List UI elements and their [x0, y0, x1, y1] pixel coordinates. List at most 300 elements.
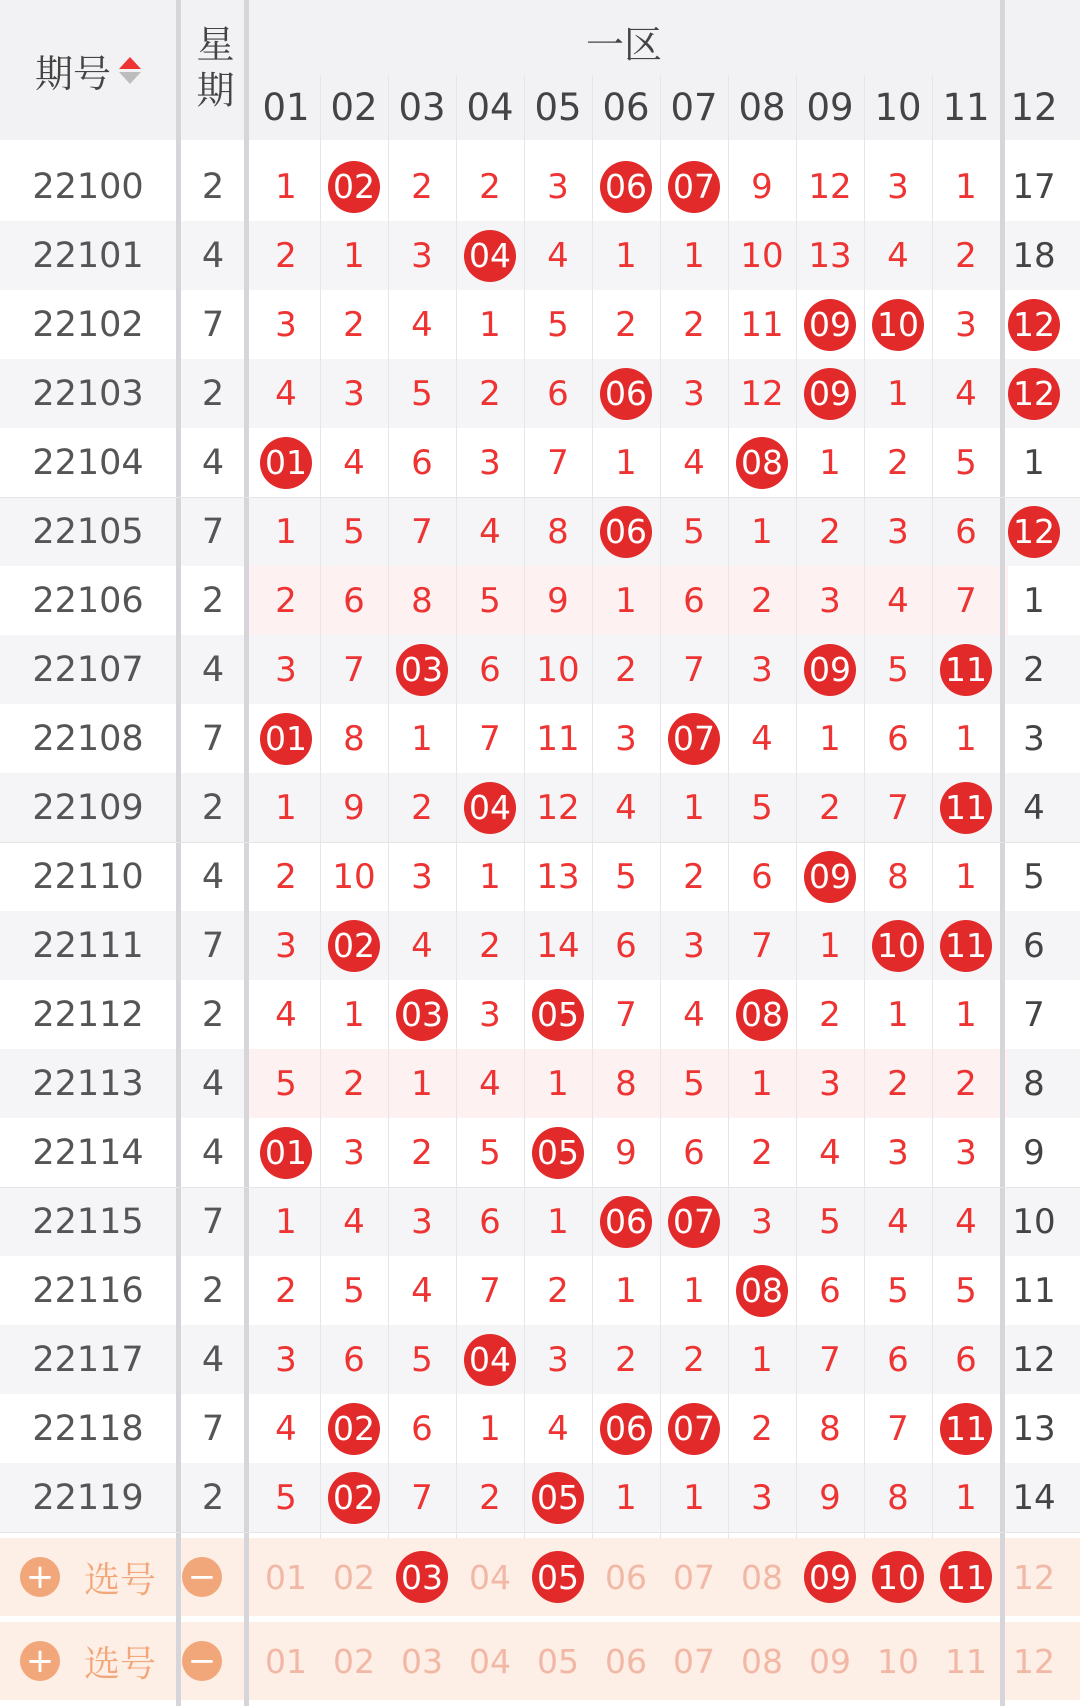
- miss-value: 4: [683, 442, 705, 483]
- miss-value: 2: [343, 1063, 365, 1104]
- miss-count: [252, 1256, 320, 1325]
- period-number: 22108: [32, 718, 144, 759]
- miss-count: [1000, 704, 1068, 773]
- period-column-header[interactable]: [0, 0, 176, 140]
- miss-count: [524, 635, 592, 704]
- miss-count: [932, 152, 1000, 221]
- miss-count: [728, 359, 796, 428]
- miss-value: 14: [536, 925, 580, 966]
- miss-value: 1: [275, 511, 297, 552]
- pickable-number[interactable]: [252, 1622, 320, 1700]
- picked-number[interactable]: [524, 1538, 592, 1616]
- miss-count: [660, 911, 728, 980]
- ball-value: 01: [260, 713, 312, 765]
- picked-number[interactable]: [932, 1538, 1000, 1616]
- pick-number-value: 09: [804, 1551, 856, 1603]
- miss-count: [524, 911, 592, 980]
- miss-count: [932, 1118, 1000, 1187]
- miss-value: 13: [1012, 1408, 1056, 1449]
- miss-count: [456, 290, 524, 359]
- miss-count: [524, 152, 592, 221]
- miss-count: [864, 1049, 932, 1118]
- miss-value: 3: [819, 580, 841, 621]
- drawn-number-ball: [660, 704, 728, 773]
- miss-value: 12: [740, 373, 784, 414]
- miss-value: 3: [479, 442, 501, 483]
- weekday-value: 7: [201, 1201, 225, 1242]
- miss-count: [864, 704, 932, 773]
- miss-value: 2: [819, 994, 841, 1035]
- miss-count: [1000, 773, 1068, 842]
- weekday-value: 2: [201, 166, 225, 207]
- drawn-number-ball: [252, 1118, 320, 1187]
- miss-value: 9: [751, 166, 773, 207]
- miss-count: [388, 1325, 456, 1394]
- miss-value: 1: [615, 1477, 637, 1518]
- weekday-value: 2: [201, 1270, 225, 1311]
- miss-value: 11: [536, 718, 580, 759]
- drawn-number-ball: [1000, 359, 1068, 428]
- miss-value: 6: [683, 580, 705, 621]
- miss-count: [796, 497, 864, 566]
- pick-number-value: 05: [532, 1551, 584, 1603]
- miss-value: 2: [479, 1477, 501, 1518]
- ball-value: 09: [804, 851, 856, 903]
- miss-count: [592, 290, 660, 359]
- drawn-number-ball: [660, 152, 728, 221]
- miss-value: 4: [547, 235, 569, 276]
- weekday-value: 4: [201, 1063, 225, 1104]
- ball-value: 11: [940, 1403, 992, 1455]
- miss-count: [456, 1187, 524, 1256]
- miss-count: [320, 980, 388, 1049]
- pickable-number[interactable]: [796, 1622, 864, 1700]
- pick-label: 选号: [84, 1559, 157, 1601]
- weekday-value: 2: [201, 373, 225, 414]
- miss-value: 1: [343, 235, 365, 276]
- miss-value: 6: [343, 1339, 365, 1380]
- miss-count: [728, 152, 796, 221]
- pick-number-value: 08: [741, 1557, 783, 1597]
- miss-value: 8: [819, 1408, 841, 1449]
- period-number: 22110: [32, 856, 144, 897]
- miss-value: 3: [343, 373, 365, 414]
- pickable-number[interactable]: [456, 1538, 524, 1616]
- drawn-number-ball: [728, 980, 796, 1049]
- miss-count: [796, 1049, 864, 1118]
- miss-count: [796, 1325, 864, 1394]
- ball-value: 12: [1008, 299, 1060, 351]
- drawn-number-ball: [320, 911, 388, 980]
- miss-value: 7: [547, 442, 569, 483]
- add-row-icon[interactable]: +: [20, 1557, 60, 1597]
- miss-value: 6: [1023, 925, 1045, 966]
- table-row: [0, 911, 1080, 980]
- miss-value: 10: [740, 235, 784, 276]
- miss-value: 4: [955, 1201, 977, 1242]
- miss-value: 6: [615, 925, 637, 966]
- picked-number[interactable]: [388, 1538, 456, 1616]
- remove-row-icon[interactable]: −: [182, 1641, 222, 1681]
- sort-icon[interactable]: [119, 57, 141, 84]
- pickable-number[interactable]: [864, 1622, 932, 1700]
- miss-count: [388, 290, 456, 359]
- cell-divider: [592, 76, 593, 1538]
- miss-value: 4: [479, 1063, 501, 1104]
- miss-value: 1: [479, 856, 501, 897]
- miss-value: 3: [751, 1201, 773, 1242]
- miss-count: [456, 566, 524, 635]
- miss-value: 5: [275, 1477, 297, 1518]
- cell-divider: [524, 76, 525, 1538]
- miss-count: [728, 566, 796, 635]
- miss-value: 3: [547, 1339, 569, 1380]
- pick-number-value: 04: [469, 1641, 511, 1681]
- miss-value: 6: [343, 580, 365, 621]
- miss-value: 1: [275, 787, 297, 828]
- miss-value: 4: [343, 442, 365, 483]
- miss-count: [864, 842, 932, 911]
- table-row: [0, 1325, 1080, 1394]
- miss-value: 6: [955, 511, 977, 552]
- miss-value: 4: [955, 373, 977, 414]
- weekday-value: 2: [201, 787, 225, 828]
- column-header-06: 06: [602, 85, 650, 129]
- number-picker-row: [0, 1622, 1080, 1700]
- drawn-number-ball: [660, 1187, 728, 1256]
- ball-value: 09: [804, 299, 856, 351]
- ball-value: 08: [736, 989, 788, 1041]
- miss-value: 4: [343, 1201, 365, 1242]
- miss-count: [660, 1256, 728, 1325]
- miss-count: [728, 497, 796, 566]
- miss-value: 4: [751, 718, 773, 759]
- miss-value: 8: [1023, 1063, 1045, 1104]
- miss-count: [932, 980, 1000, 1049]
- miss-value: 1: [615, 580, 637, 621]
- miss-count: [728, 1187, 796, 1256]
- miss-count: [796, 980, 864, 1049]
- miss-value: 2: [275, 580, 297, 621]
- ball-value: 02: [328, 161, 380, 213]
- miss-count: [320, 290, 388, 359]
- pickable-number[interactable]: [524, 1622, 592, 1700]
- miss-count: [660, 635, 728, 704]
- pickable-number[interactable]: [252, 1538, 320, 1616]
- pickable-number[interactable]: [592, 1622, 660, 1700]
- miss-value: 1: [615, 1270, 637, 1311]
- column-divider: [244, 0, 249, 1706]
- pick-number-value: 11: [945, 1641, 987, 1681]
- miss-count: [728, 1463, 796, 1532]
- pickable-number[interactable]: [660, 1538, 728, 1616]
- miss-value: 5: [955, 1270, 977, 1311]
- miss-value: 4: [275, 373, 297, 414]
- miss-count: [388, 497, 456, 566]
- miss-count: [796, 773, 864, 842]
- miss-count: [592, 1325, 660, 1394]
- miss-value: 4: [683, 994, 705, 1035]
- miss-value: 5: [343, 1270, 365, 1311]
- cell-divider: [456, 76, 457, 1538]
- miss-count: [1000, 1463, 1068, 1532]
- miss-value: 7: [887, 787, 909, 828]
- pickable-number[interactable]: [388, 1622, 456, 1700]
- miss-count: [252, 290, 320, 359]
- column-divider: [176, 0, 181, 1706]
- miss-value: 6: [751, 856, 773, 897]
- miss-value: 5: [683, 1063, 705, 1104]
- pick-number-value: 03: [401, 1641, 443, 1681]
- ball-value: 03: [396, 644, 448, 696]
- miss-count: [592, 842, 660, 911]
- miss-count: [524, 842, 592, 911]
- miss-value: 1: [683, 1477, 705, 1518]
- miss-value: 3: [411, 1201, 433, 1242]
- drawn-number-ball: [864, 290, 932, 359]
- miss-value: 17: [1012, 166, 1056, 207]
- ball-value: 06: [600, 506, 652, 558]
- miss-count: [660, 497, 728, 566]
- miss-value: 1: [547, 1063, 569, 1104]
- column-header-11: 11: [942, 85, 990, 129]
- pickable-number[interactable]: [456, 1622, 524, 1700]
- miss-count: [456, 497, 524, 566]
- pickable-number[interactable]: [1000, 1538, 1068, 1616]
- group-divider: [0, 842, 1080, 843]
- pick-number-value: 07: [673, 1641, 715, 1681]
- miss-count: [1000, 1325, 1068, 1394]
- miss-value: 6: [411, 442, 433, 483]
- miss-count: [524, 1256, 592, 1325]
- miss-value: 3: [751, 1477, 773, 1518]
- miss-count: [932, 1325, 1000, 1394]
- pickable-number[interactable]: [592, 1538, 660, 1616]
- miss-value: 5: [615, 856, 637, 897]
- miss-count: [252, 911, 320, 980]
- ball-value: 02: [328, 920, 380, 972]
- miss-value: 2: [819, 511, 841, 552]
- miss-value: 6: [887, 718, 909, 759]
- miss-count: [388, 842, 456, 911]
- pick-number-value: 05: [537, 1641, 579, 1681]
- column-header-09: 09: [806, 85, 854, 129]
- miss-value: 2: [275, 235, 297, 276]
- miss-value: 1: [411, 1063, 433, 1104]
- miss-count: [252, 980, 320, 1049]
- ball-value: 10: [872, 920, 924, 972]
- weekday-value: 2: [201, 1477, 225, 1518]
- miss-value: 1: [547, 1201, 569, 1242]
- miss-count: [932, 566, 1000, 635]
- miss-count: [864, 635, 932, 704]
- miss-count: [388, 221, 456, 290]
- miss-value: 1: [411, 718, 433, 759]
- miss-value: 1: [751, 511, 773, 552]
- miss-value: 3: [819, 1063, 841, 1104]
- drawn-number-ball: [864, 911, 932, 980]
- pickable-number[interactable]: [728, 1622, 796, 1700]
- miss-count: [864, 566, 932, 635]
- miss-value: 3: [275, 649, 297, 690]
- ball-value: 09: [804, 644, 856, 696]
- ball-value: 06: [600, 1196, 652, 1248]
- miss-value: 4: [275, 994, 297, 1035]
- drawn-number-ball: [592, 497, 660, 566]
- weekday-value: 4: [201, 442, 225, 483]
- table-row: [0, 1394, 1080, 1463]
- column-header-10: 10: [874, 85, 922, 129]
- miss-count: [796, 566, 864, 635]
- miss-count: [252, 635, 320, 704]
- pick-number-value: 02: [333, 1641, 375, 1681]
- miss-count: [320, 497, 388, 566]
- miss-count: [524, 704, 592, 773]
- miss-count: [864, 1256, 932, 1325]
- miss-value: 3: [955, 304, 977, 345]
- cell-divider: [796, 76, 797, 1538]
- miss-count: [320, 1187, 388, 1256]
- drawn-number-ball: [320, 1394, 388, 1463]
- miss-value: 4: [887, 580, 909, 621]
- miss-count: [524, 1325, 592, 1394]
- miss-value: 2: [615, 304, 637, 345]
- miss-value: 5: [547, 304, 569, 345]
- miss-count: [320, 773, 388, 842]
- miss-count: [320, 1118, 388, 1187]
- pickable-number[interactable]: [728, 1538, 796, 1616]
- pick-number-value: 11: [940, 1551, 992, 1603]
- miss-count: [932, 428, 1000, 497]
- picked-number[interactable]: [864, 1538, 932, 1616]
- pick-number-value: 04: [469, 1557, 511, 1597]
- miss-value: 9: [547, 580, 569, 621]
- pick-number-value: 01: [265, 1557, 307, 1597]
- add-row-icon[interactable]: +: [20, 1641, 60, 1681]
- zone-header: 一区: [585, 22, 662, 67]
- miss-value: 6: [955, 1339, 977, 1380]
- picked-number[interactable]: [796, 1538, 864, 1616]
- table-row: [0, 1049, 1080, 1118]
- miss-value: 2: [887, 442, 909, 483]
- weekday-value: 2: [201, 580, 225, 621]
- miss-value: 8: [547, 511, 569, 552]
- pick-number-value: 02: [333, 1557, 375, 1597]
- miss-value: 18: [1012, 235, 1056, 276]
- miss-count: [1000, 428, 1068, 497]
- pickable-number[interactable]: [320, 1538, 388, 1616]
- miss-count: [864, 773, 932, 842]
- pick-number-value: 10: [872, 1551, 924, 1603]
- column-header-05: 05: [534, 85, 582, 129]
- drawn-number-ball: [252, 704, 320, 773]
- miss-count: [388, 704, 456, 773]
- ball-value: 04: [464, 1334, 516, 1386]
- pickable-number[interactable]: [932, 1622, 1000, 1700]
- drawn-number-ball: [592, 1187, 660, 1256]
- miss-count: [456, 635, 524, 704]
- weekday-value: 7: [201, 925, 225, 966]
- ball-value: 06: [600, 368, 652, 420]
- ball-value: 11: [940, 920, 992, 972]
- miss-count: [864, 980, 932, 1049]
- miss-count: [864, 428, 932, 497]
- pick-number-value: 10: [877, 1641, 919, 1681]
- miss-count: [388, 1463, 456, 1532]
- miss-count: [592, 566, 660, 635]
- miss-value: 3: [275, 304, 297, 345]
- miss-count: [320, 1256, 388, 1325]
- miss-value: 14: [1012, 1477, 1056, 1518]
- miss-value: 11: [740, 304, 784, 345]
- miss-count: [932, 842, 1000, 911]
- miss-count: [660, 221, 728, 290]
- miss-value: 4: [275, 1408, 297, 1449]
- miss-count: [864, 152, 932, 221]
- miss-count: [252, 221, 320, 290]
- weekday-value: 7: [201, 304, 225, 345]
- miss-count: [252, 497, 320, 566]
- miss-value: 5: [683, 511, 705, 552]
- miss-value: 1: [955, 856, 977, 897]
- miss-value: 1: [887, 994, 909, 1035]
- miss-count: [864, 1187, 932, 1256]
- miss-count: [388, 359, 456, 428]
- drawn-number-ball: [932, 773, 1000, 842]
- miss-count: [796, 1187, 864, 1256]
- remove-row-icon[interactable]: −: [182, 1557, 222, 1597]
- miss-count: [252, 1463, 320, 1532]
- miss-count: [1000, 635, 1068, 704]
- pickable-number[interactable]: [320, 1622, 388, 1700]
- miss-count: [1000, 1394, 1068, 1463]
- miss-value: 1: [751, 1063, 773, 1104]
- miss-count: [1000, 980, 1068, 1049]
- ball-value: 01: [260, 437, 312, 489]
- miss-count: [592, 911, 660, 980]
- ball-value: 12: [1008, 506, 1060, 558]
- ball-value: 05: [532, 989, 584, 1041]
- miss-count: [388, 1256, 456, 1325]
- drawn-number-ball: [1000, 290, 1068, 359]
- ball-value: 07: [668, 1196, 720, 1248]
- miss-value: 1: [955, 718, 977, 759]
- miss-count: [252, 773, 320, 842]
- drawn-number-ball: [932, 1394, 1000, 1463]
- miss-count: [388, 1118, 456, 1187]
- miss-count: [320, 1049, 388, 1118]
- group-divider: [0, 497, 1080, 498]
- table-row: [0, 842, 1080, 911]
- pickable-number[interactable]: [1000, 1622, 1068, 1700]
- miss-count: [388, 1049, 456, 1118]
- miss-value: 4: [887, 1201, 909, 1242]
- drawn-number-ball: [660, 1394, 728, 1463]
- group-divider: [0, 1532, 1080, 1533]
- miss-value: 10: [332, 856, 376, 897]
- miss-value: 2: [819, 787, 841, 828]
- miss-count: [728, 290, 796, 359]
- miss-count: [592, 704, 660, 773]
- miss-count: [456, 1394, 524, 1463]
- miss-value: 2: [751, 1132, 773, 1173]
- miss-count: [524, 1394, 592, 1463]
- miss-count: [932, 704, 1000, 773]
- pickable-number[interactable]: [660, 1622, 728, 1700]
- miss-count: [592, 221, 660, 290]
- miss-value: 2: [955, 1063, 977, 1104]
- miss-value: 9: [819, 1477, 841, 1518]
